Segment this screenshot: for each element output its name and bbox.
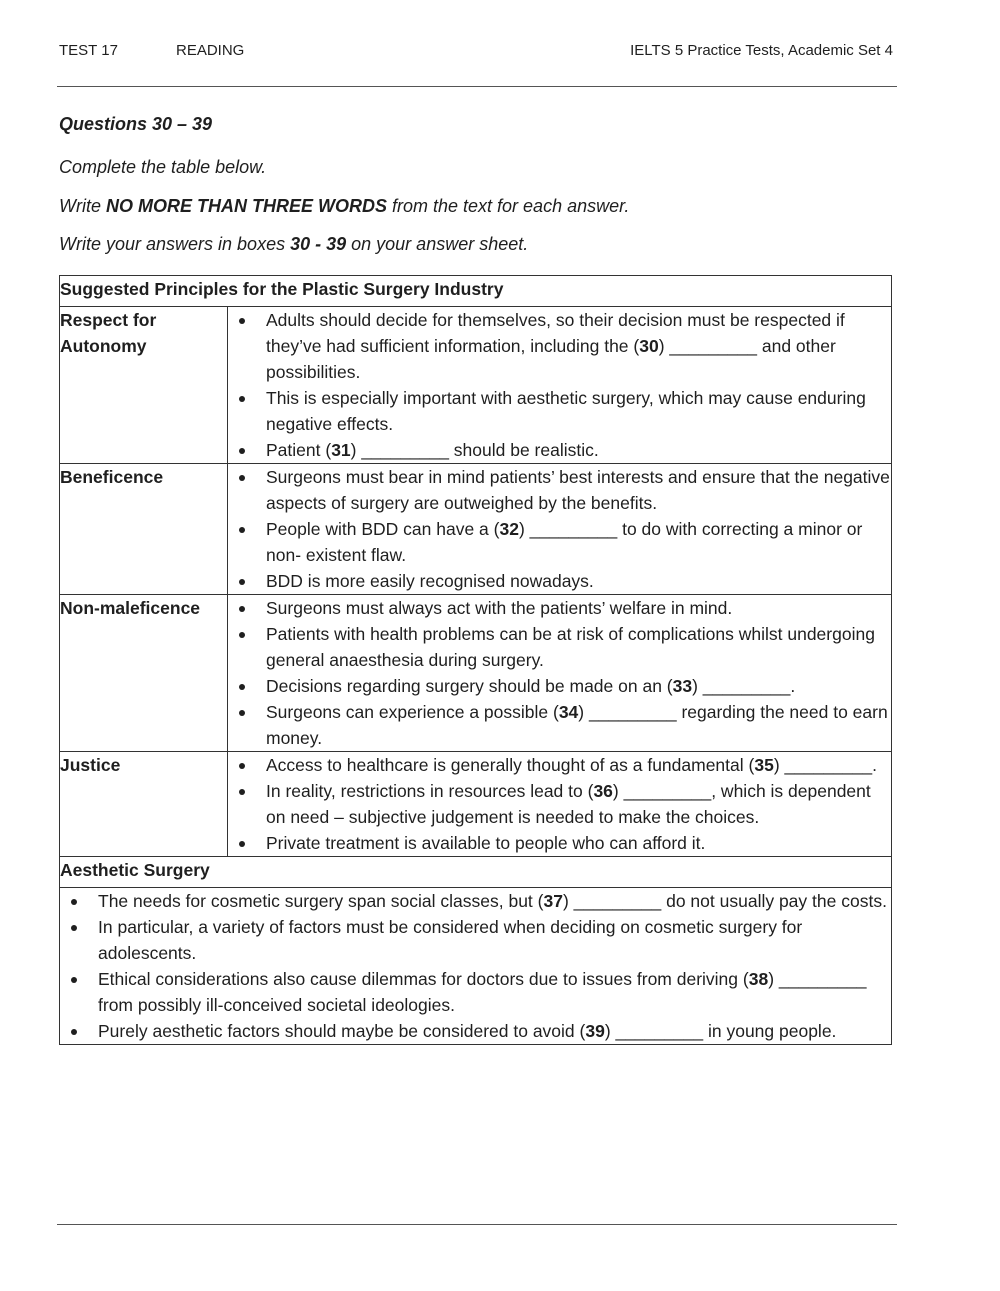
boxes-text-bold: 30 - 39	[290, 234, 347, 254]
list-item: In particular, a variety of factors must be considered when deciding on cosmetic surgery for adolescents.	[98, 914, 891, 966]
question-number-30: 30	[639, 336, 659, 356]
question-number-34: 34	[558, 702, 579, 722]
table-title: Suggested Principles for the Plastic Surgery Industry	[60, 276, 892, 307]
list-item: Private treatment is available to people who can afford it.	[266, 830, 891, 856]
question-number-31: 31	[331, 440, 351, 460]
list-item: Surgeons can experience a possible (34) _________ regarding the need to earn money.	[266, 699, 891, 751]
footer-divider	[57, 1224, 897, 1225]
questions-title: Questions 30 – 39	[59, 114, 213, 134]
section-name: READING	[176, 42, 245, 59]
row-nonmaleficence	[60, 595, 892, 752]
book-title: IELTS 5 Practice Tests, Academic Set 4	[630, 42, 893, 59]
list-item: Surgeons must bear in mind patients’ best interests and ensure that the negative aspects of surgery are outweighed by the benefits.	[266, 464, 891, 516]
row-aesthetic	[60, 888, 892, 1045]
principles-table	[59, 275, 892, 1045]
question-number-37: 37	[543, 891, 563, 911]
list-item: Ethical considerations also cause dilemmas for doctors due to issues from deriving (38) _________ from possibly ill-conceived societal ideologies.	[98, 966, 891, 1018]
limit-text-post: from the text for each answer.	[387, 196, 630, 216]
boxes-text-post: on your answer sheet.	[346, 234, 529, 254]
row-autonomy	[60, 307, 892, 464]
list-item: In reality, restrictions in resources lead to (36) _________, which is dependent on need – subjective judgement is needed to make the choices.	[266, 778, 891, 830]
list-item: Purely aesthetic factors should maybe be considered to avoid (39) _________ in young people.	[98, 1018, 891, 1044]
list-item: The needs for cosmetic surgery span social classes, but (37) _________ do not usually pay the costs.	[98, 888, 891, 914]
question-number-39: 39	[585, 1021, 605, 1041]
boxes-text-pre: Write your answers in boxes	[59, 234, 291, 254]
row-beneficence	[60, 464, 892, 595]
list-item: BDD is more easily recognised nowadays.	[266, 568, 891, 594]
row-label-autonomy: Respect for Autonomy	[60, 307, 228, 464]
page-header	[59, 42, 895, 62]
test-number: TEST 17	[59, 42, 118, 59]
list-item: Patient (31) _________ should be realistic.	[266, 437, 891, 463]
list-item: Surgeons must always act with the patients’ welfare in mind.	[266, 595, 891, 621]
row-label-justice: Justice	[60, 752, 228, 857]
question-number-36: 36	[593, 781, 613, 801]
limit-text-pre: Write	[59, 196, 106, 216]
instruction-answer-boxes	[59, 234, 528, 255]
question-number-32: 32	[499, 519, 519, 539]
list-item: Access to healthcare is generally thought of as a fundamental (35) _________.	[266, 752, 891, 778]
list-item: This is especially important with aesthetic surgery, which may cause enduring negative effects.	[266, 385, 891, 437]
list-item: Patients with health problems can be at risk of complications whilst undergoing general anaesthesia during surgery.	[266, 621, 891, 673]
list-item: People with BDD can have a (32) _________ to do with correcting a minor or non- existent flaw.	[266, 516, 891, 568]
row-label-nonmaleficence: Non-maleficence	[60, 595, 228, 752]
list-item: Adults should decide for themselves, so their decision must be respected if they’ve had sufficient information, including the (30) _________ and other possibilities.	[266, 307, 891, 385]
section-label-aesthetic: Aesthetic Surgery	[60, 857, 892, 888]
header-divider	[57, 86, 897, 87]
instruction-complete: Complete the table below.	[59, 157, 267, 177]
question-number-38: 38	[748, 969, 769, 989]
list-item: Decisions regarding surgery should be made on an (33) _________.	[266, 673, 891, 699]
question-number-35: 35	[754, 755, 774, 775]
row-justice	[60, 752, 892, 857]
instruction-word-limit	[59, 196, 629, 217]
row-label-beneficence: Beneficence	[60, 464, 228, 595]
question-number-33: 33	[672, 676, 693, 696]
limit-text-bold: NO MORE THAN THREE WORDS	[106, 196, 387, 216]
